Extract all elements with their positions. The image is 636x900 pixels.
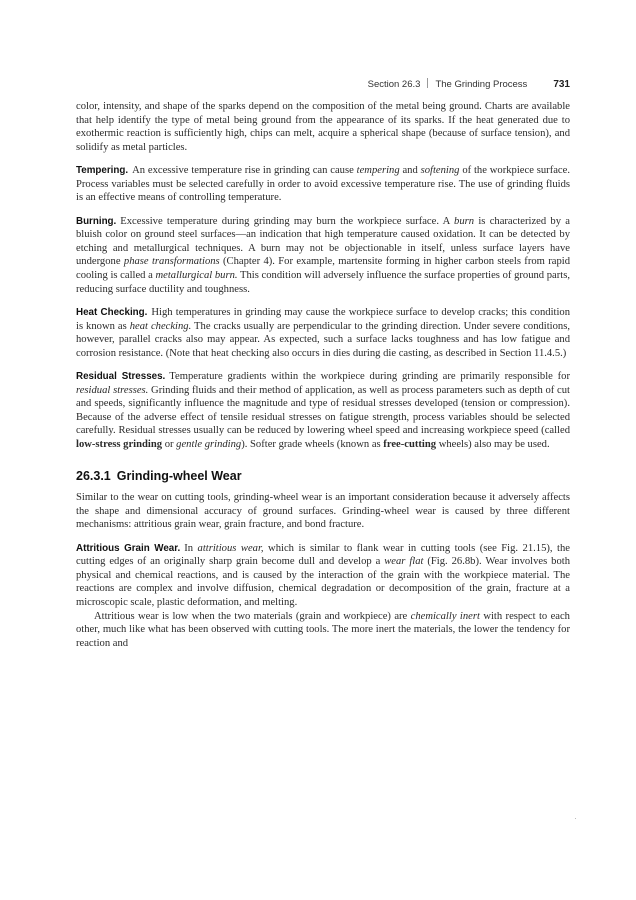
running-head	[76, 78, 570, 90]
page-body	[76, 100, 570, 650]
tempering-paragraph: Tempering. An excessive temperature rise in grinding can cause tempering and softening of the workpiece surface. Process variables must be selected carefully in order to avoid excessive temperature rise. The use of grinding fluids is an effective means of controlling temperature.	[76, 165, 570, 204]
section-heading-26-3-1	[76, 470, 570, 484]
heat-checking-paragraph: Heat Checking. High temperatures in grinding may cause the workpiece surface to develop cracks; this condition is known as heat checking. The cracks usually are perpendicular to the grinding direction. Under severe conditions, however, parallel cracks also may appear. As expected, such a surface lacks toughness and has low fatigue and corrosion resistance. (Note that heat checking also occurs in dies during die casting, as described in Section 11.4.5.)	[76, 307, 570, 359]
residual-stresses-heading: Residual Stresses.	[76, 371, 166, 383]
attritious-paragraph-2: Attritious wear is low when the two materials (grain and workpiece) are chemically inert with respect to each other, much like what has been observed with cutting tools. The more inert the materials, the lower the tendency for reaction and	[76, 610, 570, 649]
tempering-heading: Tempering.	[76, 165, 129, 177]
section-title: Grinding-wheel Wear	[116, 468, 242, 483]
intro-paragraph: color, intensity, and shape of the sparks depend on the composition of the metal being ground. Charts are available that help identify the type of metal being ground from the appearance of its sparks. If the heat generated due to exothermic reaction is sufficiently high, chips can melt, acquire a spherical shape (because of surface tension), and solidify as metal particles.	[76, 101, 570, 153]
attritious-heading: Attritious Grain Wear.	[76, 542, 181, 554]
attritious-paragraph: Attritious Grain Wear. In attritious wear, which is similar to flank wear in cutting tools (see Fig. 21.15), the cutting edges of an originally sharp grain become dull and develop a wear flat (Fig. 26.8b). Wear involves both physical and chemical reactions, and is caused by the interaction of the grain with the workpiece material. The reactions are complex and involve diffusion, chemical degradation or decomposition of the grain, fracture at a microscopic scale, plastic deformation, and melting.	[76, 542, 570, 608]
section-label: Section 26.3	[367, 79, 421, 90]
header-divider	[427, 78, 428, 88]
page-number: 731	[553, 79, 570, 90]
burning-heading: Burning.	[76, 215, 117, 227]
heat-checking-heading: Heat Checking.	[76, 307, 148, 319]
residual-stresses-paragraph: Residual Stresses. Temperature gradients within the workpiece during grinding are primarily responsible for residual stresses. Grinding fluids and their method of application, as well as process parameters such as depth of cut and speeds, significantly influence the magnitude and type of residual stresses developed (tension or compression). Because of the adverse effect of tensile residual stresses on fatigue strength, process variables should be selected carefully. Residual stresses usually can be reduced by lowering wheel speed and increasing workpiece speed (called low-stress grinding or gentle grinding). Softer grade wheels (known as free-cutting wheels) also may be used.	[76, 371, 570, 451]
burning-paragraph: Burning. Excessive temperature during grinding may burn the workpiece surface. A burn is characterized by a bluish color on ground steel surfaces—an indication that high temperature caused oxidation. It can be detected by etching and metallurgical techniques. A burn may not be objectionable in itself, unless surface layers have undergone phase transformations (Chapter 4). For example, martensite forming in higher carbon steels from rapid cooling is called a metallurgical burn. This condition will adversely influence the surface properties of ground parts, reducing surface ductility and toughness.	[76, 215, 571, 295]
scan-speck	[575, 818, 576, 819]
section-number: 26.3.1	[76, 468, 111, 483]
chapter-title: The Grinding Process	[435, 79, 528, 90]
wheel-wear-paragraph: Similar to the wear on cutting tools, grinding-wheel wear is an important consideration because it adversely affects the shape and dimensional accuracy of ground surfaces. Grinding-wheel wear is caused by three different mechanisms: attritious grain wear, grain fracture, and bond fracture.	[76, 492, 570, 531]
